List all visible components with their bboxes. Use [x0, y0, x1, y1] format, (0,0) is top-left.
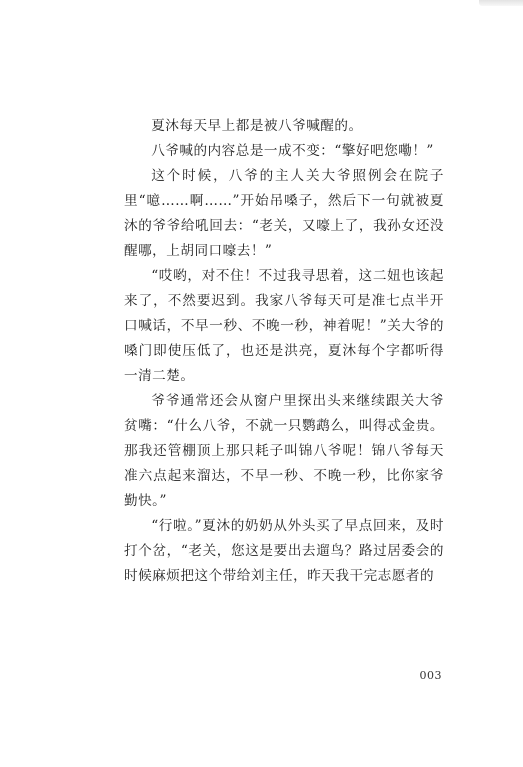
paragraph-5: 爷爷通常还会从窗户里探出头来继续跟关大爷贫嘴：“什么八爷，不就一只鹦鹉么，叫得忒金贵。那我还管棚顶上那只耗子叫锦八爷呢！锦八爷每天准六点起来溜达，不早一秒、不晚一秒，比你家爷勤快。” — [124, 393, 444, 509]
paragraph-4: “哎哟，对不住！不过我寻思着，这二妞也该起来了，不然要迟到。我家八爷每天可是准七点半开口喊话，不早一秒、不晚一秒，神着呢！”关大爷的嗓门即使压低了，也还是洪亮，夏沐每个字都听得一清二楚。 — [124, 268, 444, 384]
page-corner-shadow — [479, 0, 523, 6]
paragraph-6: “行啦。”夏沐的奶奶从外头买了早点回来，及时打个岔，“老关，您这是要出去遛鸟？路过居委会的时候麻烦把这个带给刘主任，昨天我干完志愿者的 — [124, 518, 444, 584]
page-number: 003 — [419, 669, 442, 682]
paragraph-3: 这个时候，八爷的主人关大爷照例会在院子里“噫……啊……”开始吊嗓子，然后下一句就被夏沐的爷爷给吼回去：“老关，又嚎上了，我孙女还没醒哪，上胡同口嚎去！” — [124, 168, 444, 259]
paragraph-1: 夏沐每天早上都是被八爷喊醒的。 — [151, 118, 363, 134]
page-body — [124, 114, 444, 589]
paragraph-2: 八爷喊的内容总是一成不变：“擎好吧您嘞！” — [151, 143, 434, 159]
